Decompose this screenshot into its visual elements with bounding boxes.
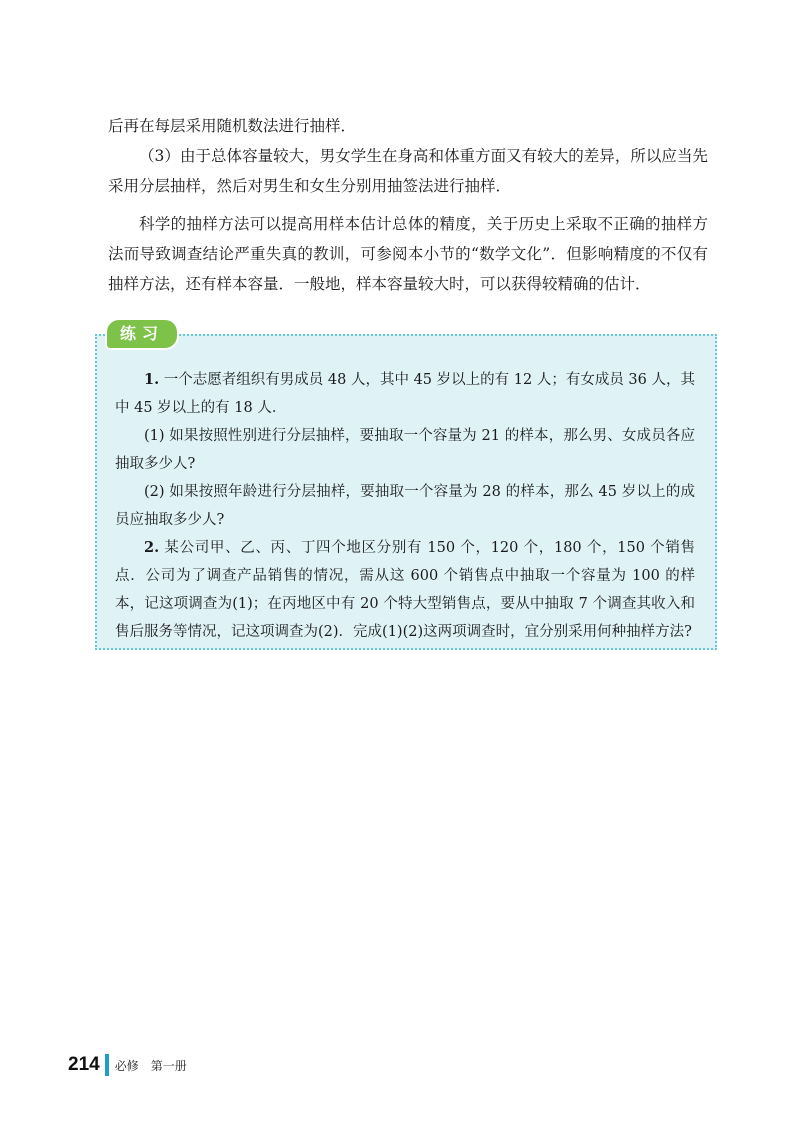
exercise-section: [95, 320, 719, 652]
question-1: [115, 366, 695, 422]
paragraph-continuation: 后再在每层采用随机数法进行抽样．: [108, 117, 357, 135]
paragraph-sampling-precision: 科学的抽样方法可以提高用样本估计总体的精度，关于历史上采取不正确的抽样方法而导致调查结论严重失真的教训，可参阅本小节的“数学文化”．但影响精度的不仅有抽样方法，还有样本容量．一般地，样本容量较大时，可以获得较精确的估计．: [108, 215, 708, 293]
question-2-number: 2.: [144, 539, 160, 556]
question-2: [115, 534, 695, 646]
book-name: 必修 第一册: [114, 1058, 187, 1073]
body-text: [108, 111, 708, 299]
exercise-content: [115, 366, 695, 646]
question-2-text: 某公司甲、乙、丙、丁四个地区分别有 150 个，120 个，180 个，150 个销售点．公司为了调查产品销售的情况，需从这 600 个销售点中抽取一个容量为 100 的样本，记这项调查为(1)；在丙地区中有 20 个特大型销售点，要从中抽取 7 个调查其收入和售后服务等情况，记这项调查为(2)．完成(1)(2)这两项调查时，宜分别采用何种抽样方法?: [115, 540, 696, 640]
question-1-text: 一个志愿者组织有男成员 48 人，其中 45 岁以上的有 12 人；有女成员 36 人，其中 45 岁以上的有 18 人．: [115, 372, 695, 416]
exercise-box: [95, 334, 717, 650]
page-number: 214: [68, 1054, 100, 1075]
page-footer: [68, 1052, 187, 1078]
question-1-part-2: (2) 如果按照年龄进行分层抽样，要抽取一个容量为 28 的样本，那么 45 岁以上的成员应抽取多少人?: [115, 484, 695, 528]
footer-divider-bar: [105, 1054, 109, 1076]
paragraph-case-3: （3）由于总体容量较大，男女学生在身高和体重方面又有较大的差异，所以应当先采用分层抽样，然后对男生和女生分别用抽签法进行抽样．: [108, 147, 708, 195]
question-1-number: 1.: [144, 371, 160, 388]
question-1-part-1: (1) 如果按照性别进行分层抽样，要抽取一个容量为 21 的样本，那么男、女成员各应抽取多少人?: [115, 428, 695, 472]
exercise-title-tab: 练习: [107, 320, 177, 348]
